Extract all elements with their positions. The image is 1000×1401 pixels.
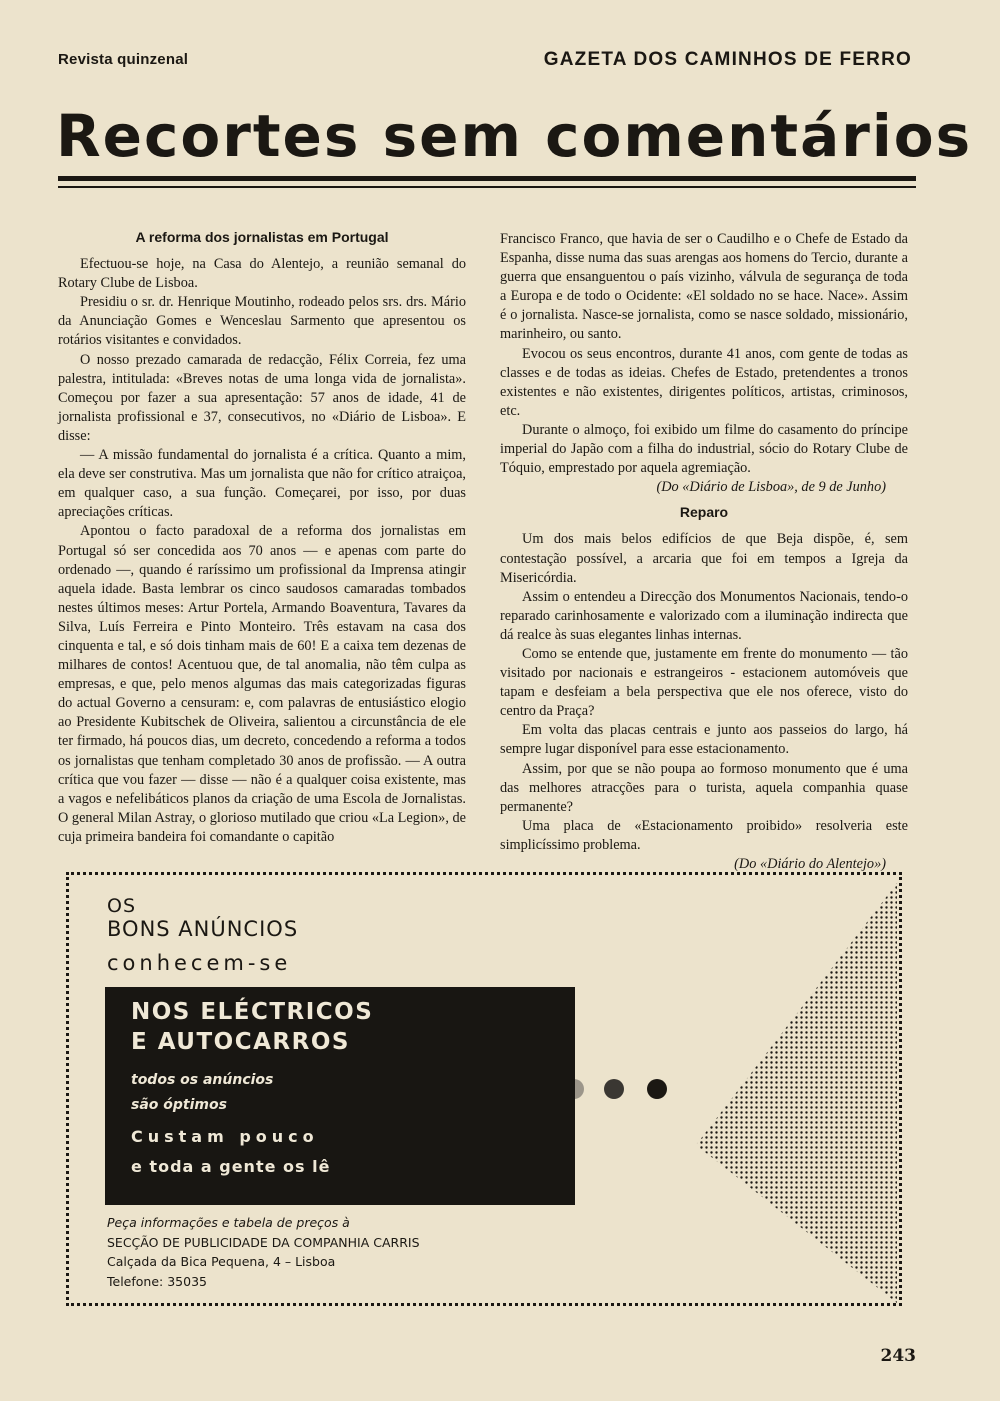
paragraph: Efectuou-se hoje, na Casa do Alentejo, a reunião semanal do Rotary Clube de Lisboa. bbox=[58, 256, 466, 292]
column-left bbox=[58, 228, 466, 847]
ad-tagline-anuncios: todos os anúncios bbox=[131, 1072, 274, 1088]
article-heading-reforma: A reforma dos jornalistas em Portugal bbox=[135, 229, 389, 245]
ad-tagline-optimos: são óptimos bbox=[131, 1097, 227, 1113]
paragraph: Durante o almoço, foi exibido um filme do casamento do príncipe imperial do Japão com a filha do industrial, sócio do Rotary Clube de Tóquio, emprestado por aquela agremiação. bbox=[500, 421, 908, 477]
paragraph: Um dos mais belos edifícios de que Beja dispõe, é, sem contestação possível, a arcaria que foi em tempos a Igreja da Misericórdia. bbox=[500, 531, 908, 586]
page-number: 243 bbox=[880, 1346, 916, 1366]
column-right bbox=[500, 230, 908, 874]
dot-icon bbox=[647, 1079, 667, 1099]
ad-info-phone: Telefone: 35035 bbox=[107, 1273, 207, 1289]
paragraph: — A missão fundamental do jornalista é a crítica. Quanto a mim, ela deve ser construtiva. Mas um jornalista que não for crítico atraiçoa, em qualquer caso, a sua função. Começarei, por isso, por duas apreciações críticas. bbox=[58, 447, 466, 521]
running-header-left: Revista quinzenal bbox=[58, 51, 189, 68]
paragraph-continuation: Francisco Franco, que havia de ser o Caudilho e o Chefe de Estado da Espanha, disse numa das suas arengas aos homens do Tercio, durante a guerra que ensanguentou o país vizinho, válvula de segurança de toda a Europa e de todo o Ocidente: «El soldado no se hace. Nace». Assim é o jornalista. Nasce-se jornalista, como se nasce soldado, missionário, marinheiro, ou santo. bbox=[500, 231, 908, 343]
ad-headline-electricos: NOS ELÉCTRICOS bbox=[131, 999, 374, 1025]
ad-tagline-toda: e toda a gente os lê bbox=[131, 1157, 331, 1176]
paragraph: Apontou o facto paradoxal de a reforma dos jornalistas em Portugal só ser concedida aos 70 anos — e apenas com parte do ordenado —, quando é raríssimo um profissional da Imprensa atingir aquela idade. Basta lembrar os cinco saudosos camaradas tombados nestes últimos meses: Artur Portela, Armando Boaventura, Tavares da Silva, Luís Ferreira e Pinto Monteiro. Três estavam na casa dos cinquenta e tal, e só dois tinham mais de 60! E a caixa tem dezenas de milhares de contos! Acentuou que, de tal anomalia, não têm culpa as empresas, e que, pelo menos algumas das mais categorizadas figuras do actual Governo a censuram: e, com palavras de entusiástico elogio ao Presidente Kubitschek de Oliveira, salientou a circunstância de ele ter firmado, há poucos dias, um decreto, concedendo a reforma a todos os jornalistas que tenham completado 30 anos de profissão. — A outra crítica que vou fazer — disse — não é a qualquer coisa existente, mas a vagos e nefelibáticos planos da criação de uma Escola de Jornalistas. O general Milan Astray, o glorioso mutilado que criou «La Legion», de cuja primeira bandeira foi comandante o capitão bbox=[58, 523, 466, 845]
ad-line-conhecem-se: conhecem-se bbox=[107, 951, 292, 975]
ad-headline-autocarros: E AUTOCARROS bbox=[131, 1029, 350, 1055]
carris-advertisement bbox=[66, 872, 902, 1306]
ad-contact-info bbox=[107, 1213, 420, 1291]
article-heading-reparo: Reparo bbox=[679, 504, 729, 521]
title-rule-thin bbox=[58, 186, 916, 188]
paragraph: Assim o entendeu a Direcção dos Monumentos Nacionais, tendo-o reparado carinhosamente e valorizado com a iluminação indirecta que dá realce às suas elegantes linhas internas. bbox=[500, 588, 908, 643]
paragraph: Uma placa de «Estacionamento proibido» resolveria este simplicíssimo problema. bbox=[500, 817, 908, 853]
article-source-alentejo: (Do «Diário do Alentejo») bbox=[734, 856, 886, 872]
paragraph: Evocou os seus encontros, durante 41 anos, com gente de todas as classes e de todas as ideias. Chefes de Estado, pretendentes a tronos existentes e não existentes, dirigentes políticos, artistas, criminosos, etc. bbox=[500, 345, 908, 419]
halftone-triangle bbox=[696, 883, 897, 1303]
paragraph: Como se entende que, justamente em frente do monumento — tão visitado por nacionais e estrangeiros - estacionem automóveis que tapam e desfeiam a bela perspectiva que ele nos oferece, visto do centro da Praça? bbox=[500, 645, 908, 720]
dot-icon bbox=[604, 1079, 624, 1099]
page-title: Recortes sem comentários bbox=[56, 102, 973, 170]
article-source-lisboa: (Do «Diário de Lisboa», de 9 de Junho) bbox=[656, 479, 886, 496]
ad-info-intro: Peça informações e tabela de preços à bbox=[107, 1215, 350, 1230]
paragraph: Assim, por que se não poupa ao formoso monumento que é uma das melhores atracções para o turista, aquela companhia quase permanente? bbox=[500, 760, 908, 815]
ad-info-address: Calçada da Bica Pequena, 4 – Lisboa bbox=[107, 1254, 336, 1269]
paragraph: O nosso prezado camarada de redacção, Félix Correia, fez uma palestra, intitulada: «Breves notas de uma longa vida de jornalista». Começou por fazer a sua apresentação: 57 anos de idade, 41 de jornalista profissional e 37, consecutivos, no «Diário de Lisboa». E disse: bbox=[58, 351, 466, 444]
paragraph: Em volta das placas centrais e junto aos passeios do largo, há sempre lugar disponível para esse estacionamento. bbox=[500, 722, 908, 758]
title-rule-thick bbox=[58, 176, 916, 181]
ad-info-company: SECÇÃO DE PUBLICIDADE DA COMPANHIA CARRIS bbox=[107, 1234, 420, 1250]
ad-tagline-custam: Custam pouco bbox=[131, 1127, 319, 1146]
ad-line-os: OS bbox=[107, 895, 137, 917]
running-header-right: GAZETA DOS CAMINHOS DE FERRO bbox=[543, 49, 912, 70]
ad-line-bons-anuncios: BONS ANÚNCIOS bbox=[107, 917, 299, 941]
ad-black-panel bbox=[105, 987, 575, 1205]
paragraph: Presidiu o sr. dr. Henrique Moutinho, rodeado pelos srs. drs. Mário da Anunciação Gomes e Wenceslau Sarmento que apresentou os rotários visitantes e convidados. bbox=[58, 294, 466, 349]
